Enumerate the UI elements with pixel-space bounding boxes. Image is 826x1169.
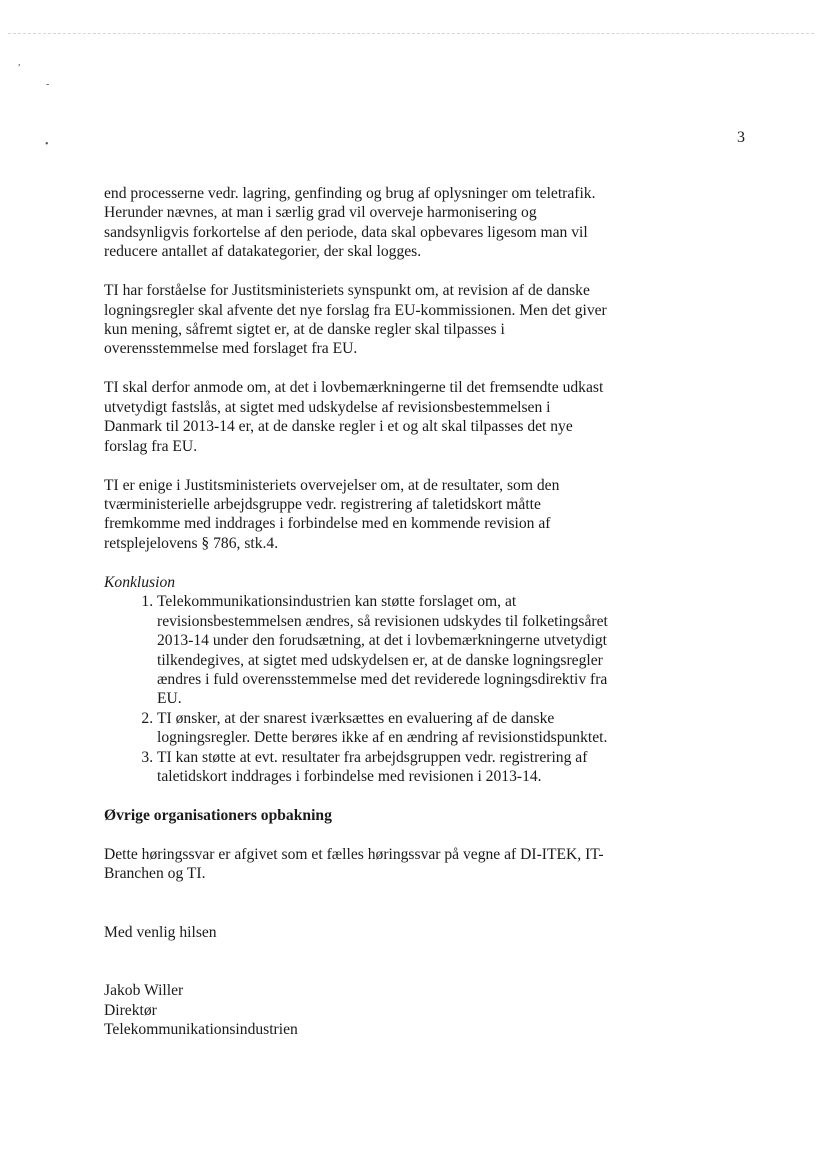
list-item <box>157 748 664 787</box>
scan-artifact-line <box>8 33 814 34</box>
scan-speck: - <box>46 79 50 90</box>
closing-greeting: Med venlig hilsen <box>104 923 217 941</box>
paragraph-anmodning <box>104 378 664 456</box>
text-line: 2. TI ønsker, at der snarest iværksættes en evaluering af de danske <box>157 709 555 727</box>
list-item <box>157 592 664 708</box>
paragraph-teletrafik <box>104 184 664 262</box>
conclusion-heading: Konklusion <box>104 573 176 591</box>
signatory-name: Jakob Willer <box>104 982 184 1000</box>
signatory-organization: Telekommunikationsindustrien <box>104 1020 298 1038</box>
text-line: sandsynligvis forkortelse af den periode, data skal opbevares ligesom man vil <box>104 223 588 241</box>
text-line: TI er enige i Justitsministeriets overvejelser om, at de resultater, som den <box>104 476 560 494</box>
text-line: logningsregler skal afvente det nye forslag fra EU-kommissionen. Men det giver <box>104 301 607 319</box>
text-line: EU. <box>157 690 182 708</box>
paragraph-support <box>104 845 664 884</box>
conclusion-list <box>104 592 664 786</box>
text-line: revisionsbestemmelsen ændres, så revisionen udskydes til folketingsåret <box>157 612 608 630</box>
text-line: ændres i fuld overensstemmelse med det reviderede logningsdirektiv fra <box>157 670 608 688</box>
text-line: TI har forståelse for Justitsministeriets synspunkt om, at revision af de danske <box>104 282 590 300</box>
scan-speck: , <box>18 57 21 68</box>
text-line: 2013-14 under den forudsætning, at det i lovbemærkningerne utvetydigt <box>157 632 607 650</box>
list-item <box>157 709 664 748</box>
text-line: forslag fra EU. <box>104 437 198 455</box>
text-line: logningsregler. Dette berøres ikke af en ændring af revisionstidspunktet. <box>157 729 608 747</box>
text-line: kun mening, såfremt sigtet er, at de danske regler skal tilpasses i <box>104 321 505 339</box>
text-line: end processerne vedr. lagring, genfinding og brug af oplysninger om teletrafik. <box>104 185 596 202</box>
letter-body <box>104 184 664 1039</box>
text-line: 1. Telekommunikationsindustrien kan støtte forslaget om, at <box>157 593 517 611</box>
text-line: taletidskort inddrages i forbindelse med revisionen i 2013-14. <box>157 767 542 785</box>
text-line: 3. TI kan støtte at evt. resultater fra arbejdsgruppen vedr. registrering af <box>157 748 588 766</box>
support-heading: Øvrige organisationers opbakning <box>104 806 332 824</box>
scan-speck: • <box>45 139 49 150</box>
signature-block <box>104 981 664 1039</box>
text-line: reducere antallet af datakategorier, der skal logges. <box>104 243 422 261</box>
text-line: Herunder nævnes, at man i særlig grad vil overveje harmonisering og <box>104 204 537 222</box>
signatory-title: Direktør <box>104 1001 157 1019</box>
text-line: fremkomme med inddrages i forbindelse med en kommende revision af <box>104 515 551 533</box>
page-number: 3 <box>737 129 745 146</box>
paragraph-arbejdsgruppe <box>104 476 664 554</box>
text-line: TI skal derfor anmode om, at det i lovbemærkningerne til det fremsendte udkast <box>104 379 604 397</box>
text-line: tilkendegives, at sigtet med udskydelsen er, at de danske logningsregler <box>157 651 603 669</box>
text-line: utvetydigt fastslås, at sigtet med udskydelse af revisionsbestemmelsen i <box>104 398 551 416</box>
text-line: retsplejelovens § 786, stk.4. <box>104 534 279 552</box>
text-line: overensstemmelse med forslaget fra EU. <box>104 340 358 358</box>
text-line: Danmark til 2013-14 er, at de danske regler i et og alt skal tilpasses det nye <box>104 418 573 436</box>
text-line: Dette høringssvar er afgivet som et fælles høringssvar på vegne af DI-ITEK, IT- <box>104 845 604 863</box>
text-line: tværministerielle arbejdsgruppe vedr. registrering af taletidskort måtte <box>104 496 541 514</box>
text-line: Branchen og TI. <box>104 865 206 883</box>
paragraph-forstaaelse <box>104 281 664 359</box>
